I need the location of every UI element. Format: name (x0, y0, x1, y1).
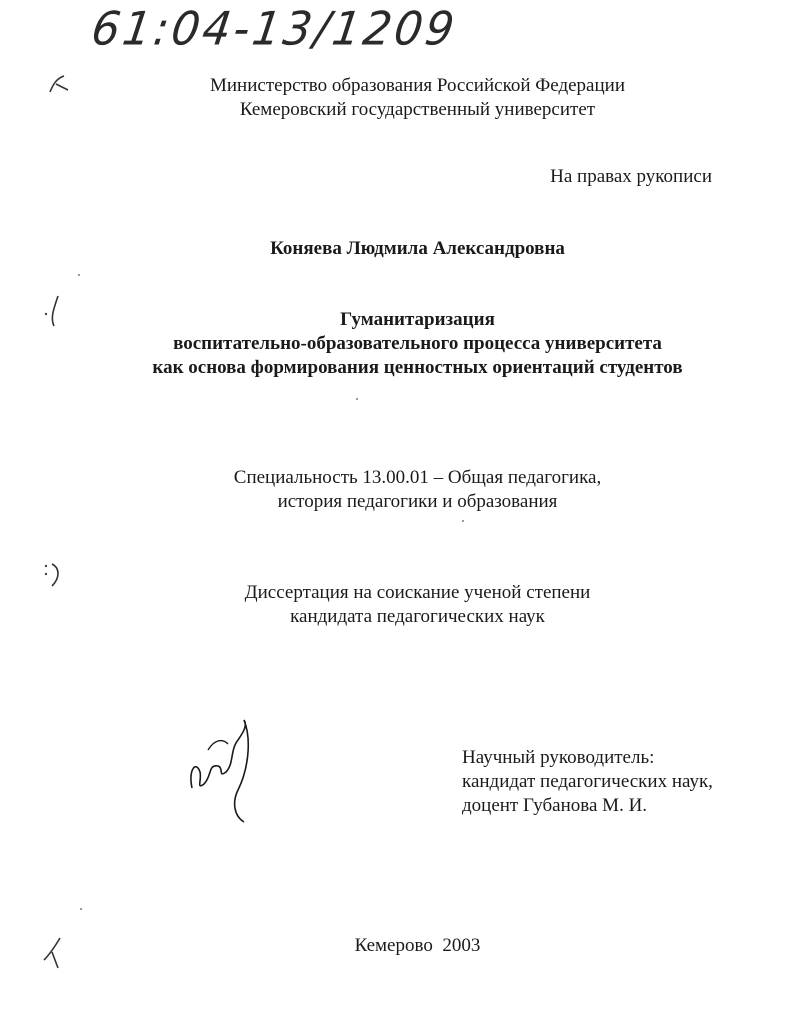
advisor-line-2: кандидат педагогических наук, (462, 771, 713, 792)
dissertation-line-1: Диссертация на соискание ученой степени (244, 582, 591, 603)
dissertation-line-2: кандидата педагогических наук (290, 606, 545, 627)
advisor-block (462, 746, 713, 818)
dissertation-block (18, 581, 799, 629)
scan-speck (462, 520, 464, 522)
title-line-3: как основа формирования ценностных ориентаций студентов (152, 357, 683, 378)
specialty-block (18, 466, 799, 514)
city-year: Кемерово 2003 (354, 935, 481, 956)
author-block (18, 237, 799, 261)
scan-speck (78, 274, 80, 276)
title-line-1: Гуманитаризация (340, 309, 495, 330)
specialty-line-1: Специальность 13.00.01 – Общая педагогика, (233, 467, 602, 488)
advisor-line-3: доцент Губанова М. И. (462, 795, 648, 816)
thesis-title (18, 308, 799, 380)
author-signature (178, 710, 268, 830)
manuscript-note: На правах рукописи (550, 166, 712, 187)
specialty-line-2: история педагогики и образования (277, 491, 558, 512)
archive-code: 61:04-13/1209 (88, 2, 461, 57)
scan-speck (80, 908, 82, 910)
university-name: Кемеровский государственный университет (239, 99, 596, 120)
title-line-2: воспитательно-образовательного процесса университета (173, 333, 662, 354)
ministry-header (18, 74, 799, 122)
footer (18, 934, 799, 958)
advisor-line-1: Научный руководитель: (462, 747, 655, 768)
ministry-name: Министерство образования Российской Федерации (210, 75, 625, 96)
scan-speck (356, 398, 358, 400)
author-name: Коняева Людмила Александровна (270, 238, 565, 259)
